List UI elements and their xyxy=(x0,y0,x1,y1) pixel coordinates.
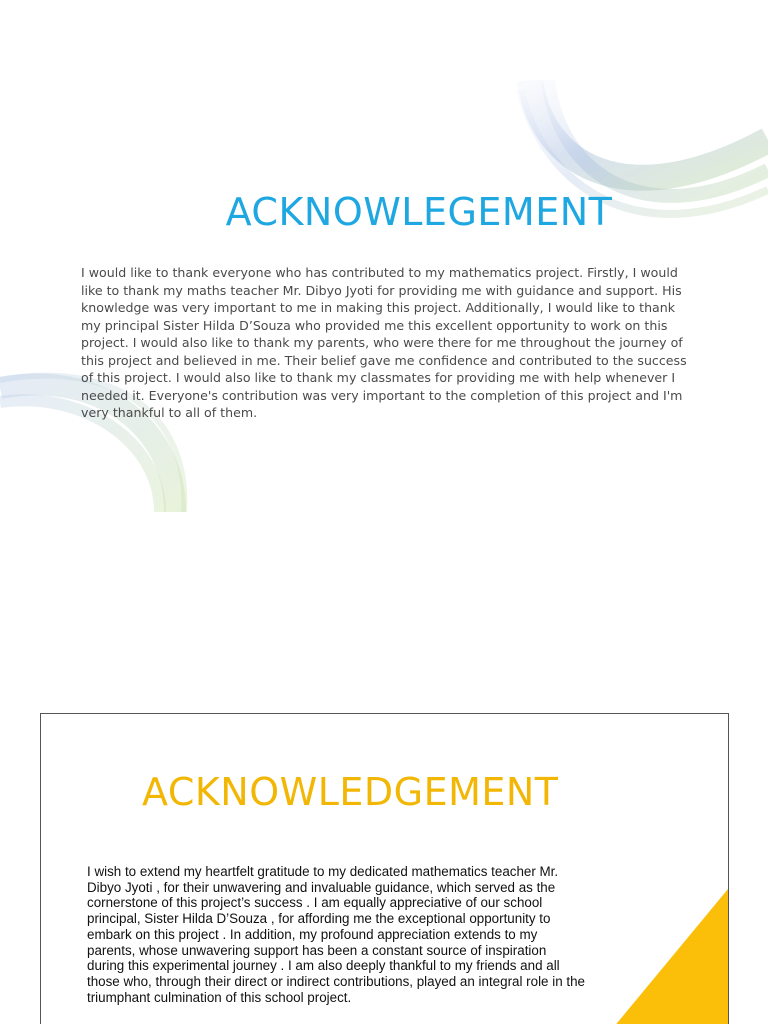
slide-2-body: I wish to extend my heartfelt gratitude to my dedicated mathematics teacher Mr. Dibyo Jyoti , for their unwavering and invaluable guidance, which served as the cornerstone of this project’s success . I am equally appreciative of our school principal, Sister Hilda D’Souza , for affording me the exceptional opportunity to embark on this project . In addition, my profound appreciation extends to my parents, whose unwavering support has been a constant source of inspiration during this experimental journey . I am also deeply thankful to my friends and all those who, through their direct or indirect contributions, played an integral role in the triumphant culmination of this school project. xyxy=(87,864,585,1005)
slide-1 xyxy=(0,80,768,512)
slide-1-title: ACKNOWLEGEMENT xyxy=(225,190,613,234)
slide-2 xyxy=(40,713,729,1024)
slide-2-title: ACKNOWLEDGEMENT xyxy=(142,770,559,814)
slide-1-body: I would like to thank everyone who has contributed to my mathematics project. Firstly, I would like to thank my maths teacher Mr. Dibyo Jyoti for providing me with guidance and support. His knowledge was very important to me in making this project. Additionally, I would like to thank my principal Sister Hilda D’Souza who provided me this excellent opportunity to work on this project. I would also like to thank my parents, who were there for me throughout the journey of this project and believed in me. Their belief gave me confidence and contributed to the success of this project. I would also like to thank my classmates for providing me with help whenever I needed it. Everyone's contribution was very important to the completion of this project and I'm very thankful to all of them. xyxy=(81,265,687,420)
